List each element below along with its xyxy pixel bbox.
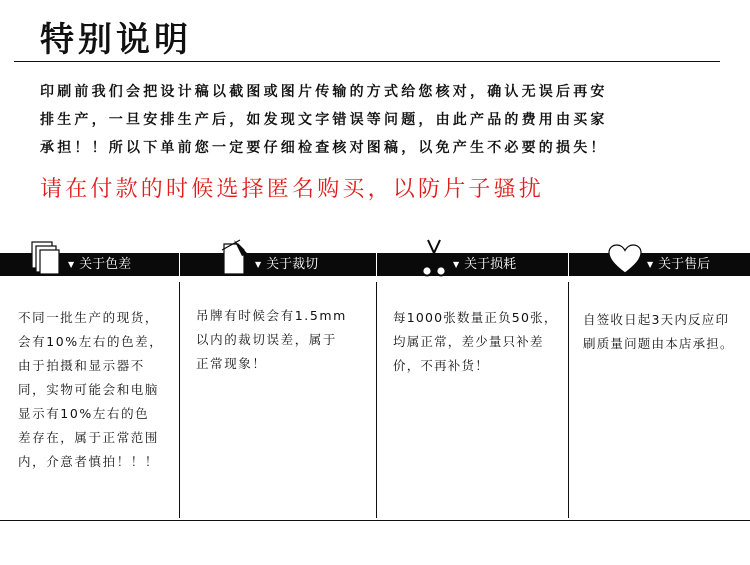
text-line: 同，实物可能会和电脑 [18, 382, 160, 397]
intro-line: 印刷前我们会把设计稿以截图或图片传输的方式给您核对，确认无误后再安 [40, 84, 608, 100]
header-separator [568, 253, 569, 276]
text-line: 自签收日起3天内反应印 [583, 312, 730, 327]
text-line: 不同一批生产的现货， [18, 310, 160, 325]
text-line: 会有10%左右的色差， [18, 334, 164, 349]
tab-color-difference [68, 253, 131, 276]
text-line: 内，介意者慎拍！！！ [18, 454, 160, 469]
header-separator [179, 253, 180, 276]
text-line: 以内的裁切误差，属于 [196, 332, 338, 347]
tab-label: 关于色差 [79, 257, 132, 272]
heart-icon [608, 244, 642, 274]
column-divider [568, 282, 569, 518]
tab-loss [453, 253, 516, 276]
text-line: 价，不再补货！ [393, 358, 489, 373]
text-line: 显示有10%左右的色 [18, 406, 150, 421]
bottom-divider [0, 520, 750, 521]
triangle-down-icon: ▼ [255, 260, 262, 269]
anonymous-purchase-notice: 请在付款的时候选择匿名购买，以防片子骚扰 [40, 177, 545, 202]
text-line: 差存在，属于正常范围 [18, 430, 160, 445]
text-line: 每1000张数量正负50张， [393, 310, 558, 325]
tab-label: 关于裁切 [266, 257, 319, 272]
intro-line: 排生产，一旦安排生产后，如发现文字错误等问题，由此产品的费用由买家 [40, 112, 608, 128]
text-line: 刷质量问题由本店承担。 [583, 336, 734, 351]
intro-paragraph [40, 78, 730, 162]
text-line: 吊牌有时候会有1.5mm [196, 308, 347, 323]
column-divider [376, 282, 377, 518]
color-swatch-icon [28, 240, 62, 276]
text-line: 正常现象！ [196, 356, 267, 371]
cut-card-icon [220, 238, 250, 276]
triangle-down-icon: ▼ [68, 260, 75, 269]
title-divider [14, 61, 720, 62]
text-line: 由于拍摄和显示器不 [18, 358, 145, 373]
tab-label: 关于售后 [658, 257, 711, 272]
tab-label: 关于损耗 [464, 257, 517, 272]
triangle-down-icon: ▼ [453, 260, 460, 269]
scissors-icon [420, 238, 448, 278]
color-difference-text [18, 306, 163, 474]
tab-cutting [255, 253, 318, 276]
cutting-text [196, 304, 347, 376]
page-title: 特别说明 [40, 20, 192, 60]
text-line: 均属正常，差少量只补差 [393, 334, 544, 349]
loss-text [393, 306, 558, 378]
tab-after-sales [647, 253, 710, 276]
column-divider [179, 282, 180, 518]
header-separator [376, 253, 377, 276]
after-sales-text [583, 308, 734, 356]
triangle-down-icon: ▼ [647, 260, 654, 269]
intro-line: 承担！！所以下单前您一定要仔细检查核对图稿，以免产生不必要的损失！ [40, 140, 608, 156]
